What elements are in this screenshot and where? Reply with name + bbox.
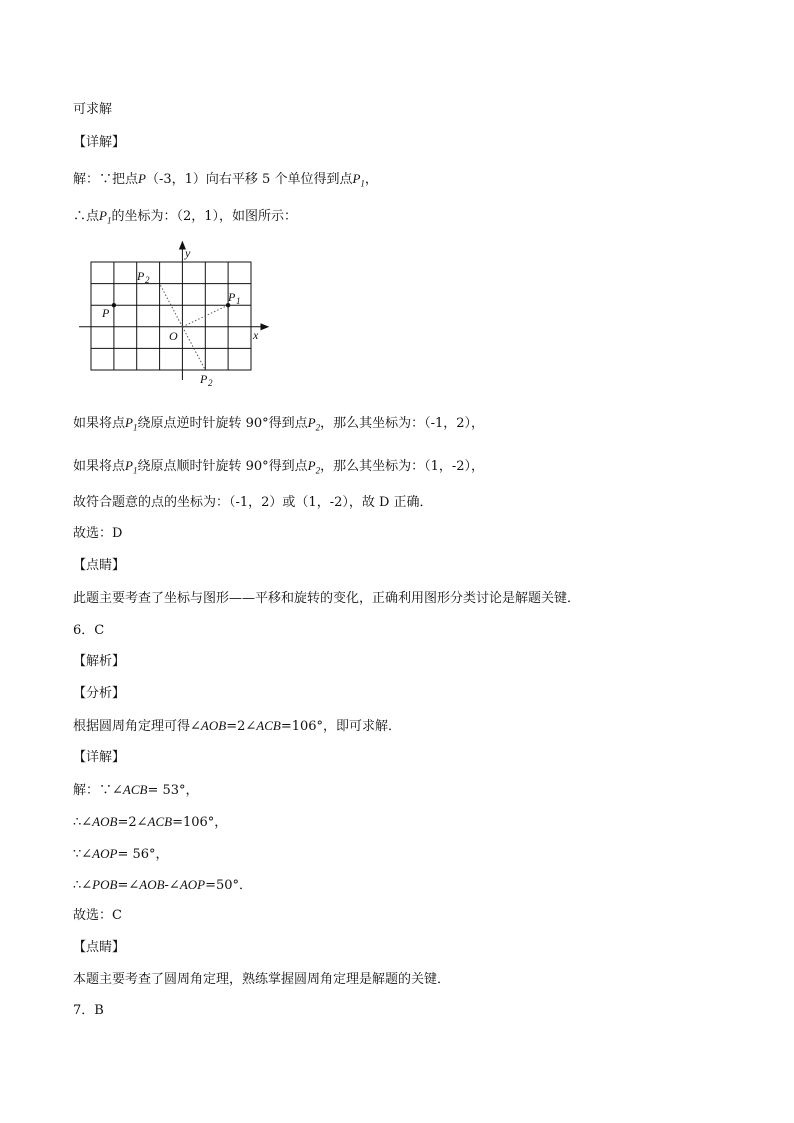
text-run: 如果将点 — [73, 416, 126, 431]
text-line: 本题主要考查了圆周角定理，熟练掌握圆周角定理是解题的关键． — [73, 972, 451, 987]
section-heading: 【解析】 — [73, 654, 126, 669]
text-run: ∴∠ — [73, 815, 93, 830]
text-run: 根据圆周角定理可得∠ — [73, 719, 201, 734]
text-run: -∠ — [164, 878, 180, 893]
point-p-label: P — [102, 306, 110, 320]
math-var: AOB — [139, 877, 165, 892]
math-subscript: 1 — [360, 178, 365, 189]
section-heading: 【点睛】 — [73, 940, 126, 955]
text-line — [73, 414, 484, 437]
section-heading: 【点睛】 — [73, 558, 126, 573]
math-var: AOP — [179, 877, 206, 892]
question-number: 7．B — [73, 1003, 104, 1018]
text-run: 解：∵把点 — [73, 172, 139, 187]
math-var: P — [307, 415, 316, 430]
grid — [91, 262, 251, 370]
y-axis-label: y — [185, 246, 191, 260]
math-var: POB — [92, 877, 118, 892]
math-var: P — [99, 208, 107, 223]
text-line: 故选：C — [73, 908, 122, 923]
math-var: P — [125, 415, 133, 430]
text-run: =106°， — [172, 815, 228, 830]
point-p1-label: P — [228, 290, 236, 304]
text-run: 绕原点顺时针旋转 90°得到点 — [137, 459, 308, 474]
text-run: = 53°， — [147, 783, 199, 798]
text-line: 故选：D — [73, 526, 123, 541]
coordinate-figure — [76, 240, 276, 392]
math-subscript: 1 — [132, 465, 138, 476]
text-line — [73, 845, 169, 864]
section-heading: 【详解】 — [73, 750, 126, 765]
math-var: P — [307, 458, 316, 473]
text-line — [73, 717, 401, 736]
text-run: 解：∵∠ — [73, 783, 123, 798]
text-line — [73, 457, 484, 480]
text-run: ，那么其坐标为：（1，-2）， — [320, 459, 485, 474]
text-line: 此题主要考查了坐标与图形——平移和旋转的变化，正确利用图形分类讨论是解题关键． — [73, 591, 581, 606]
math-var: AOB — [92, 814, 118, 829]
text-run: =∠ — [117, 878, 140, 893]
text-line — [73, 813, 227, 832]
origin-label: O — [169, 329, 178, 343]
text-run: ，那么其坐标为：（-1，2）， — [320, 416, 485, 431]
text-line: 故符合题意的点的坐标为：（-1，2）或（1，-2），故 D 正确． — [73, 495, 433, 510]
text-run: =2∠ — [117, 815, 148, 830]
text-run: ∵∠ — [73, 847, 93, 862]
math-subscript: 1 — [132, 422, 138, 433]
text-line — [73, 876, 252, 895]
math-subscript: 2 — [315, 465, 321, 476]
point-p2-bottom-label: P — [200, 372, 208, 386]
section-heading: 【详解】 — [73, 135, 126, 150]
text-line — [73, 170, 378, 193]
math-var: AOB — [200, 718, 227, 733]
math-var: P — [125, 458, 133, 473]
question-number: 6．C — [73, 623, 105, 638]
text-run: （-3，1）向右平移 5 个单位得到点 — [145, 172, 353, 187]
text-run: ， — [364, 172, 378, 187]
point-p2-top-label: P — [137, 269, 145, 283]
text-run: =106°，即可求解． — [280, 719, 402, 734]
text-run: 绕原点逆时针旋转 90°得到点 — [137, 416, 308, 431]
text-run: =50°． — [205, 878, 253, 893]
math-var: ACB — [256, 718, 281, 733]
text-line: 可求解 — [73, 102, 113, 117]
point-p1-subscript: 1 — [236, 296, 241, 306]
x-axis-label: x — [253, 328, 259, 342]
math-var: ACB — [147, 814, 173, 829]
text-run: = 56°， — [117, 847, 169, 862]
math-var: ACB — [122, 782, 148, 797]
text-run: ∴∠ — [73, 878, 93, 893]
math-var: P — [352, 171, 361, 186]
math-var: AOP — [92, 846, 118, 861]
text-run: =2∠ — [226, 719, 257, 734]
math-subscript: 1 — [106, 215, 112, 226]
text-line — [73, 207, 297, 230]
math-var: P — [138, 171, 146, 186]
text-run: 的坐标为：（2，1），如图所示： — [111, 209, 298, 224]
point-p2-bottom-subscript: 2 — [208, 378, 213, 388]
point-p2-top-subscript: 2 — [145, 275, 150, 285]
text-run: ∴点 — [73, 209, 100, 224]
text-line — [73, 781, 199, 800]
point-p — [112, 303, 116, 307]
section-heading: 【分析】 — [73, 686, 126, 701]
math-subscript: 2 — [315, 422, 321, 433]
text-run: 如果将点 — [73, 459, 126, 474]
